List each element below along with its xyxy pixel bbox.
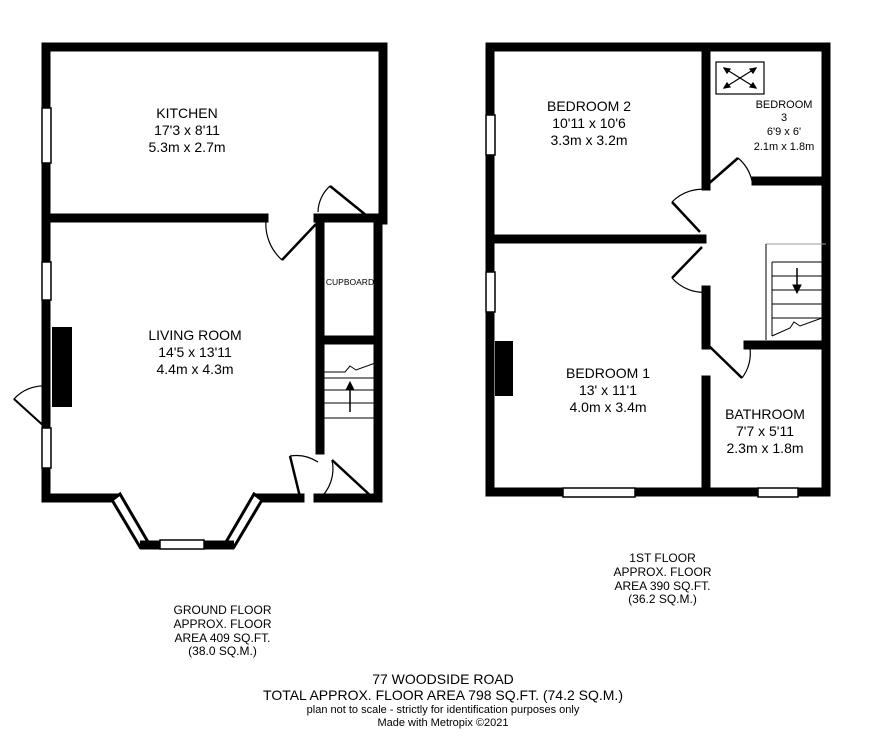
- bedroom2-dim-metric: 3.3m x 3.2m: [550, 132, 628, 148]
- ground-floor-bay-window: [112, 494, 262, 549]
- bedroom2-name: BEDROOM 2: [546, 98, 632, 114]
- chimney-breast: [52, 327, 72, 407]
- credit: Made with Metropix ©2021: [377, 716, 509, 729]
- bedroom2-dim-imperial: 10'11 x 10'6: [552, 115, 626, 131]
- ground-floor-area-line: APPROX. FLOOR: [173, 616, 272, 631]
- address: 77 WOODSIDE ROAD: [372, 671, 514, 687]
- bedroom3-dim-imperial: 6'9 x 6': [766, 126, 802, 138]
- kitchen-name: KITCHEN: [156, 105, 218, 121]
- bathroom-dim-imperial: 7'7 x 5'11: [735, 423, 795, 439]
- bedroom3-name-line1: BEDROOM: [755, 99, 813, 111]
- bedroom3-dim-metric: 2.1m x 1.8m: [753, 141, 815, 153]
- bathroom-name: BATHROOM: [725, 406, 805, 422]
- kitchen-dim-imperial: 17'3 x 8'11: [154, 122, 220, 138]
- bedroom1-name: BEDROOM 1: [565, 365, 651, 381]
- total-floor-area: TOTAL APPROX. FLOOR AREA 798 SQ.FT. (74.2 SQ.M.): [263, 687, 623, 704]
- kitchen-dim-metric: 5.3m x 2.7m: [148, 139, 226, 155]
- bedroom1-dim-metric: 4.0m x 3.4m: [569, 399, 647, 415]
- ground-floor-stairs: [324, 362, 378, 418]
- bedroom1-dim-imperial: 13' x 11'1: [578, 382, 638, 398]
- living-room-name: LIVING ROOM: [148, 327, 242, 343]
- bathroom-dim-metric: 2.3m x 1.8m: [726, 440, 804, 456]
- first-floor-area-line: APPROX. FLOOR: [613, 564, 712, 579]
- ground-floor-area-line: GROUND FLOOR: [173, 603, 272, 617]
- disclaimer: plan not to scale - strictly for identification purposes only: [306, 704, 580, 717]
- first-floor-area: [590, 552, 735, 607]
- first-floor-area-line: (36.2 SQ.M.): [628, 592, 697, 607]
- first-floor-doors: [672, 158, 752, 378]
- ground-floor-area-line: (38.0 SQ.M.): [188, 644, 257, 659]
- ground-floor-area: [150, 604, 295, 659]
- first-floor-area-line: AREA 390 SQ.FT.: [614, 578, 711, 593]
- footer: [200, 671, 686, 729]
- first-floor-stairs: [766, 244, 826, 340]
- chimney-breast-upper: [495, 341, 513, 396]
- first-floor-area-line: 1ST FLOOR: [629, 551, 696, 565]
- cupboard-name: CUPBOARD: [325, 277, 375, 287]
- skylight-icon: [716, 62, 764, 94]
- living-room-dim-imperial: 14'5 x 13'11: [158, 344, 232, 360]
- ground-floor-area-line: AREA 409 SQ.FT.: [174, 630, 271, 645]
- bedroom3-name-line2: 3: [780, 112, 788, 124]
- living-room-dim-metric: 4.4m x 4.3m: [156, 361, 234, 377]
